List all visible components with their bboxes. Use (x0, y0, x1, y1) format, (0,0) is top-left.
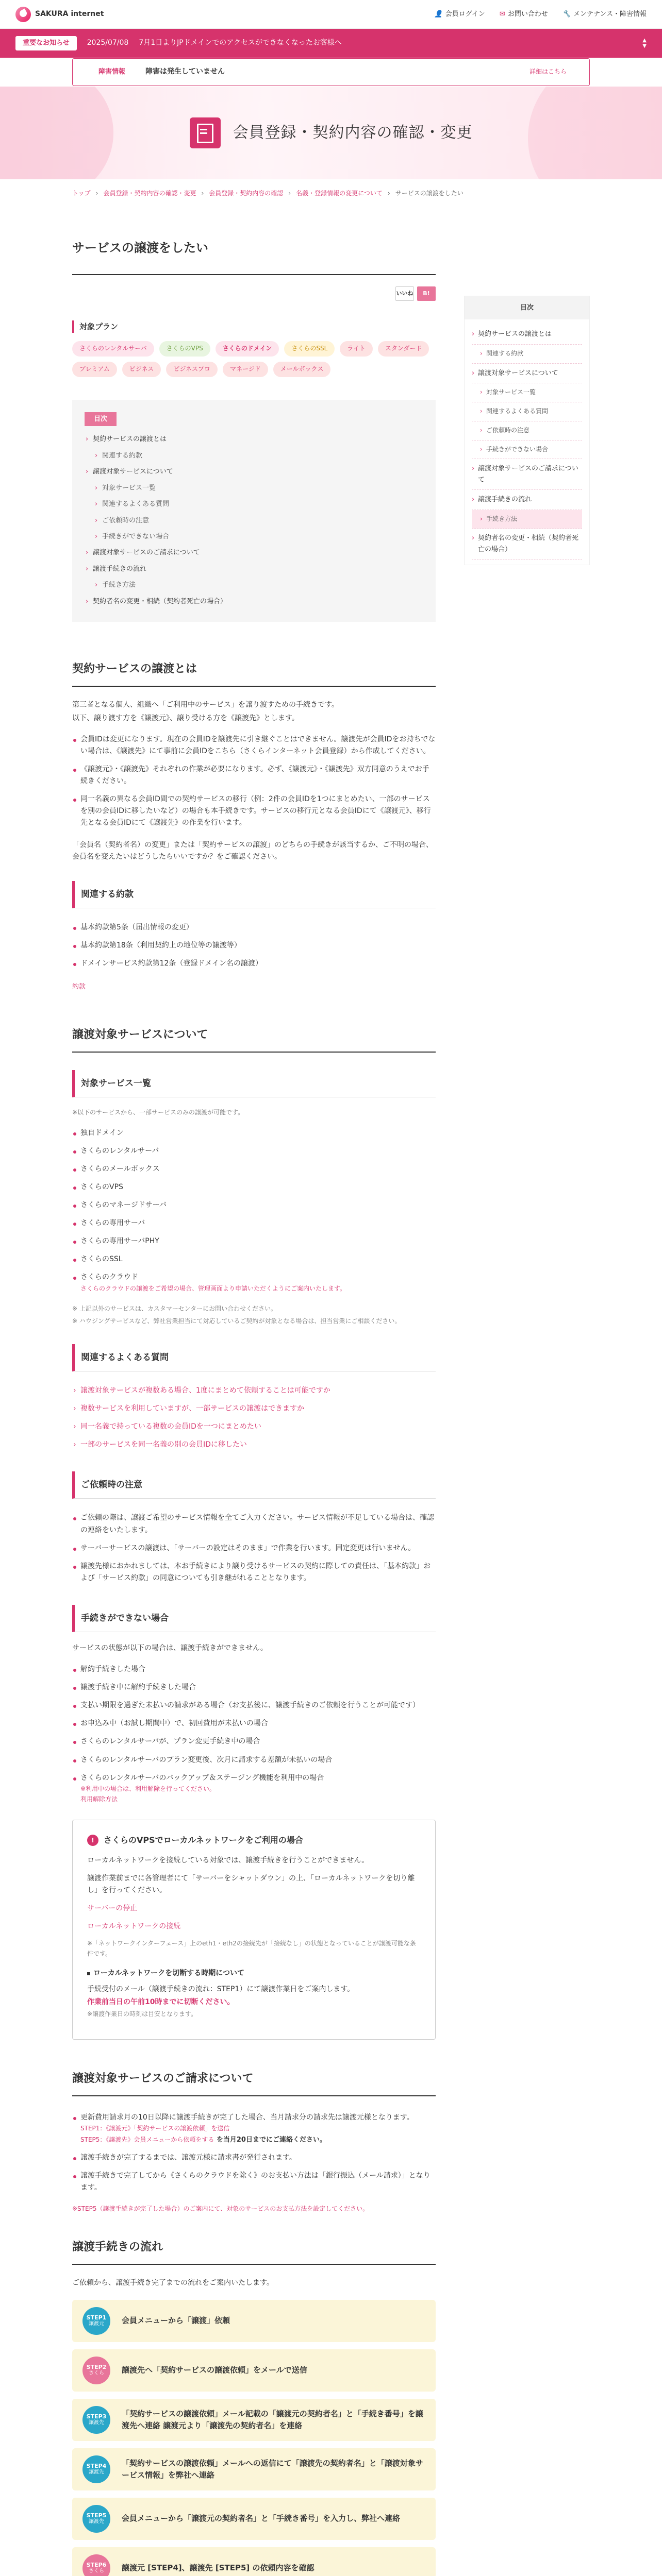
site-header (0, 0, 662, 29)
note-text: ※「ネットワークインターフェース」上のeth1・eth2の接続先が「接続なし」の状態となっていることが譲渡可能な条件です。 (87, 1940, 416, 1957)
step-number-badge (82, 2307, 110, 2335)
paragraph: 作業前当日の午前10時までに切断ください。 (87, 1997, 235, 2006)
list-item: さくらのレンタルサーバ (72, 1142, 436, 1160)
list-item: 譲渡手続きが完了するまでは、譲渡元様に請求書が発行されます。 (72, 2149, 436, 2167)
list-item: ご依頼の際は、譲渡ご希望のサービス情報を全てご入力ください。サービス情報が不足している場合は、確認の連絡をいたします。 (72, 1509, 436, 1539)
vps-local-network-box (72, 1820, 436, 2040)
plan-chip: さくらのドメイン (216, 341, 279, 357)
bullet-list (72, 731, 436, 833)
paragraph: 第三者となる個人、組織へ「ご利用中のサービス」を譲り渡すための手続きです。 (72, 701, 339, 709)
ng-note: ※利用中の場合は、利用解除を行ってください。 (80, 1785, 216, 1792)
step-text: 会員メニューから「譲渡元の契約者名」と「手続き番号」を入力し、弊社へ連絡 (122, 2514, 401, 2523)
breadcrumb-sep-icon: › (95, 190, 98, 197)
box-title-text: さくらのVPSでローカルネットワークをご利用の場合 (104, 1835, 303, 1845)
notice-text[interactable]: 7月1日よりJPドメインでのアクセスができなくなったお客様へ (139, 39, 342, 47)
nav-login-label: 会員ログイン (445, 10, 485, 18)
paragraph: 譲渡作業前までに各管理者にて「サーバーをシャットダウン」の上、「ローカルネットワークを切り離し」を行ってください。 (87, 1874, 415, 1894)
share-buttons (395, 286, 436, 301)
list-item (72, 1769, 436, 1808)
list-item: 解約手続きした場合 (72, 1660, 436, 1679)
toc-item[interactable]: › 関連する約款 (85, 448, 423, 464)
nav-contact[interactable] (500, 9, 548, 20)
step-actor: 譲渡先 (89, 2469, 104, 2476)
wrench-icon: 🔧 (562, 10, 571, 18)
paragraph: サービスの状態が以下の場合は、譲渡手続きができません。 (72, 1643, 268, 1652)
step-text: 会員メニューから「譲渡」依頼 (122, 2316, 230, 2326)
list-item (72, 2109, 436, 2149)
hero-banner (0, 87, 662, 179)
sidebar-toc-item[interactable]: › 関連するよくある質問 (472, 402, 582, 421)
plan-title: 対象プラン (72, 320, 436, 333)
list-item: 支払い期限を過ぎた未払いの請求がある場合（お支払後に、譲渡手続きのご依頼を行うことが可能です） (72, 1697, 436, 1715)
list-item: サーバーサービスの譲渡は、「サーバーの設定はそのまま」で作業を行います。固定変更は行いません。 (72, 1539, 436, 1557)
step-actor: さくら (89, 2370, 104, 2377)
like-button[interactable]: いいね (395, 286, 414, 301)
sakura-logo-icon (15, 7, 31, 22)
header-nav (434, 9, 647, 20)
list-item: 独自ドメイン (72, 1124, 436, 1142)
note-text: ※譲渡作業日の時刻は目安となります。 (87, 2010, 197, 2018)
note-text: ※STEP5（譲渡手続きが完了した場合）のご案内にて、対象のサービスのお支払方法を設定してください。 (72, 2205, 369, 2213)
list-item: 《譲渡元》・《譲渡先》それぞれの作業が必要になります。必ず、《譲渡元》・《譲渡先》双方同意のうえでお手続きください。 (72, 760, 436, 790)
sidebar-toc-list (465, 319, 589, 565)
list-item: 譲渡手続き中に解約手続きした場合 (72, 1679, 436, 1697)
step-flow (72, 2300, 436, 2576)
step-link[interactable]: STEP1：《譲渡元》「契約サービスの譲渡依頼」を送信 (80, 2125, 230, 2132)
breadcrumb-sep-icon: › (387, 190, 390, 197)
list-item: さくらの専用サーバPHY (72, 1232, 436, 1250)
hatena-bookmark-button[interactable]: B! (417, 286, 436, 301)
section-title: 譲渡手続きの流れ (72, 2221, 436, 2265)
step-actor: 譲渡先 (89, 2519, 104, 2525)
toc-item[interactable]: › ご依頼時の注意 (85, 513, 423, 529)
list-item: さくらのレンタルサーバが、プラン変更手続き中の場合 (72, 1733, 436, 1751)
hero-title: 会員登録・契約内容の確認・変更 (233, 124, 473, 142)
plan-chip: プレミアム (72, 362, 117, 377)
toc-item[interactable]: › 契約サービスの譲渡とは (85, 431, 423, 447)
flow-step (72, 2399, 436, 2441)
step-number-badge (82, 2505, 110, 2533)
toc-list (85, 431, 423, 609)
nav-login[interactable] (434, 9, 485, 20)
sidebar-toc-item[interactable]: › 契約サービスの譲渡とは (472, 325, 582, 344)
subsection-title: 対象サービス一覧 (72, 1070, 436, 1097)
sidebar (464, 218, 590, 2576)
step-actor: さくら (89, 2568, 104, 2574)
toc-item[interactable]: › 手続きができない場合 (85, 529, 423, 545)
step-text: 「契約サービスの譲渡依頼」メール記載の「譲渡元の契約者名」と「手続き番号」を譲渡先へ連絡 譲渡元より「譲渡先の契約者名」を連絡 (122, 2409, 423, 2430)
step-number: STEP3 (86, 2413, 107, 2420)
subsection-title: 関連する約款 (72, 881, 436, 908)
list-item: 基本約款第5条（届出情報の変更） (72, 919, 436, 937)
step-number-badge (82, 2357, 110, 2384)
sidebar-toc-item[interactable]: › ご依頼時の注意 (472, 421, 582, 440)
step-text: 「契約サービスの譲渡依頼」メールへの返信にて「譲渡先の契約者名」と「譲渡対象サービス情報」を弊社へ連絡 (122, 2459, 423, 2480)
flow-step (72, 2448, 436, 2490)
content-wrap (0, 218, 662, 2576)
toc-item[interactable]: › 手続き方法 (85, 577, 423, 593)
ng-list (72, 1660, 436, 1807)
toc-badge: 目次 (85, 412, 117, 426)
list-item: 譲渡先様におかれましては、本お手続きにより譲り受けるサービスの契約に際しての責任は、「基本約款」および「サービス約款」の同意についても引き継がれることとなります。 (72, 1557, 436, 1587)
paragraph: 「会員名（契約者名）の変更」または「契約サービスの譲渡」のどちらの手続きが該当するか、ご不明の場合、会員名を変えたいはどうしたらいいですか？をご確認ください。 (72, 841, 433, 861)
section-title: 契約サービスの譲渡とは (72, 642, 436, 687)
list-item: さくらのSSL (72, 1250, 436, 1268)
toc-item[interactable]: › 譲渡対象サービスのご請求について (85, 545, 423, 561)
caution-list (72, 1509, 436, 1587)
sidebar-toc-title: 目次 (465, 296, 589, 319)
chevron-down-icon[interactable]: ▼ (642, 43, 647, 49)
list-item (72, 1268, 436, 1297)
deadline-text: を当月20日までにご連絡ください。 (216, 2136, 326, 2144)
faq-link[interactable]: › 複数サービスを利用していますが、一部サービスの譲渡はできますか (72, 1400, 436, 1418)
toc-item[interactable]: › 対象サービス一覧 (85, 480, 423, 496)
sidebar-toc-item[interactable]: › 関連する約款 (472, 345, 582, 364)
plan-chip: マネージド (223, 362, 268, 377)
note-text: ※ ハウジングサービスなど、弊社営業担当にて対応しているご契約が対象となる場合は、担当営業にご相談ください。 (72, 1317, 401, 1325)
sidebar-toc-item[interactable]: › 手続き方法 (472, 510, 582, 529)
list-item: 会員IDは変更になります。現在の会員IDを譲渡先に引き継ぐことはできません。譲渡先が会員IDをお持ちでない場合は、《譲渡先》にて事前に会員IDをこちら（さくらインターネット会員登録）から作成してください。 (72, 731, 436, 760)
plan-chip: さくらのレンタルサーバ (72, 341, 154, 357)
breadcrumb-sep-icon: › (201, 190, 204, 197)
cloud-note: さくらのクラウドの譲渡をご希望の場合、管理画面より申請いただくようにご案内いたします。 (80, 1284, 346, 1292)
step-number: STEP1 (86, 2314, 107, 2321)
paragraph: ローカルネットワークを接続している対象では、譲渡手続きを行うことができません。 (87, 1856, 369, 1865)
service-list (72, 1124, 436, 1297)
box-subtitle: ローカルネットワークを切断する時期について (87, 1968, 421, 1979)
step-number: STEP4 (86, 2462, 107, 2469)
breadcrumb-item[interactable]: 会員登録・契約内容の確認・変更 (103, 190, 196, 197)
paragraph: ご依頼から、譲渡手続き完了までの流れをご案内いたします。 (72, 2279, 274, 2287)
subsection-title: 関連するよくある質問 (72, 1344, 436, 1371)
plan-chip: ビジネス (122, 362, 161, 377)
plan-chip: スタンダード (378, 341, 429, 357)
sidebar-toc-item[interactable]: › 契約者名の変更・相続（契約者死亡の場合） (472, 529, 582, 560)
nav-maintenance-label: メンテナンス・障害情報 (573, 10, 647, 18)
section-title: 譲渡対象サービスについて (72, 1008, 436, 1053)
notice-label: 重要なお知らせ (15, 36, 77, 50)
local-network-link[interactable]: ローカルネットワークの接続 (87, 1922, 181, 1931)
list-item: 同一名義の異なる会員ID間での契約サービスの移行（例：2件の会員IDを1つにまとめたい、一部のサービスを別の会員IDに移したいなど）の場合も本手続きです。サービスの移行元となる会員IDにて《譲渡元》、移行先となる会員IDにて《譲渡先》の作業を行います。 (72, 790, 436, 832)
note-text: ※以下のサービスから、一部サービスのみの譲渡が可能です。 (72, 1108, 244, 1116)
flow-step (72, 2498, 436, 2540)
status-message: 障害は発生していません (145, 67, 225, 76)
toc-item[interactable]: › 契約者名の変更・相続（契約者死亡の場合） (85, 594, 423, 609)
flow-step (72, 2547, 436, 2576)
list-item: 基本約款第18条（利用契約上の地位等の譲渡等） (72, 937, 436, 955)
billing-list (72, 2109, 436, 2197)
notice-nav-arrows[interactable] (642, 38, 647, 49)
nav-maintenance[interactable] (562, 9, 647, 20)
list-item: さくらのVPS (72, 1178, 436, 1196)
status-more-link[interactable]: 詳細はこちら (529, 68, 567, 76)
page-title (72, 218, 436, 297)
breadcrumb (0, 179, 662, 208)
table-of-contents (72, 400, 436, 622)
list-item: ドメインサービス約款第12条（登録ドメイン名の譲渡） (72, 955, 436, 973)
plan-chips (72, 341, 436, 377)
flow-step (72, 2349, 436, 2392)
plan-chip: さくらのSSL (284, 341, 335, 357)
plan-chip: ビジネスプロ (166, 362, 218, 377)
step-text: 譲渡先へ「契約サービスの譲渡依頼」をメールで送信 (122, 2365, 307, 2375)
subsection-title: ご依頼時の注意 (72, 1471, 436, 1499)
toc-item[interactable]: › 関連するよくある質問 (85, 496, 423, 512)
list-item-text: 更新費用請求月の10日以降に譲渡手続きが完了した場合、当月請求分の請求先は譲渡元様となります。 (80, 2113, 414, 2122)
document-icon (190, 117, 221, 148)
breadcrumb-sep-icon: › (288, 190, 291, 197)
site-logo[interactable] (15, 7, 104, 22)
terms-link[interactable]: 約款 (72, 982, 86, 991)
step-number: STEP2 (86, 2363, 107, 2370)
list-item: さくらのレンタルサーバのプラン変更後、次月に請求する差額が未払いの場合 (72, 1751, 436, 1769)
sidebar-toc-item[interactable]: › 手続きができない場合 (472, 440, 582, 460)
main-content (72, 218, 436, 2576)
box-title (87, 1834, 421, 1847)
server-stop-link[interactable]: サーバーの停止 (87, 1904, 138, 1912)
plan-chip: さくらのVPS (159, 341, 210, 357)
important-notice-bar[interactable] (0, 29, 662, 58)
faq-link[interactable]: › 同一名義で持っている複数の会員IDを一つにまとめたい (72, 1418, 436, 1436)
step-actor: 譲渡元 (89, 2321, 104, 2327)
plan-chip: ライト (340, 341, 373, 357)
breadcrumb-current: サービスの譲渡をしたい (395, 190, 464, 197)
step-number-badge (82, 2554, 110, 2576)
logo-text: SAKURA internet (35, 9, 104, 18)
paragraph: 手続受付のメール（譲渡手続きの流れ：STEP1）にて譲渡作業日をご案内します。 (87, 1985, 355, 1993)
step-number: STEP5 (86, 2512, 107, 2519)
flow-step (72, 2300, 436, 2342)
mail-icon: ✉ (499, 10, 505, 18)
status-bar (0, 58, 662, 87)
step-number-badge (82, 2455, 110, 2483)
list-item: お申込み中（お試し期間中）で、初回費用が未払いの場合 (72, 1715, 436, 1733)
breadcrumb-item[interactable]: 名義・登録情報の変更について (296, 190, 383, 197)
list-item: さくらのマネージドサーバ (72, 1196, 436, 1214)
user-icon: 👤 (434, 10, 443, 18)
paragraph: 以下、譲り渡す方を《譲渡元》、譲り受ける方を《譲渡先》とします。 (72, 714, 299, 722)
sidebar-toc-item[interactable]: › 譲渡対象サービスのご請求について (472, 459, 582, 490)
list-item-text: さくらのレンタルサーバのバックアップ＆ステージング機能を利用中の場合 (80, 1773, 324, 1782)
section-title: 譲渡対象サービスのご請求について (72, 2052, 436, 2096)
step-actor: 譲渡先 (89, 2420, 104, 2426)
step-number-badge (82, 2406, 110, 2434)
list-item: さくらの専用サーバ (72, 1214, 436, 1232)
list-item: 譲渡手続きで完了してから《さくらのクラウドを除く》のお支払い方法は「銀行振込（メール請求）」となります。 (72, 2167, 436, 2197)
chevron-up-icon[interactable]: ▲ (642, 38, 647, 43)
toc-item[interactable]: › 譲渡対象サービスについて (85, 464, 423, 480)
step-number: STEP6 (86, 2561, 107, 2568)
sidebar-toc (464, 296, 590, 565)
page-title-text: サービスの譲渡をしたい (72, 241, 208, 255)
bullet-list (72, 919, 436, 973)
nav-contact-label: お問い合わせ (507, 10, 548, 18)
alert-icon: ! (87, 1835, 98, 1846)
breadcrumb-item[interactable]: 会員登録・契約内容の確認 (209, 190, 284, 197)
step-text: 譲渡元 [STEP4]、譲渡先 [STEP5] の依頼内容を確認 (122, 2563, 315, 2573)
backup-release-link[interactable]: 利用解除方法 (80, 1795, 118, 1803)
list-item: さくらのメールボックス (72, 1160, 436, 1178)
breadcrumb-item[interactable]: トップ (72, 190, 91, 197)
step-link[interactable]: STEP5：《譲渡先》会員メニューから依頼をする (80, 2136, 214, 2144)
notice-date: 2025/07/08 (87, 39, 129, 47)
faq-link[interactable]: › 一部のサービスを同一名義の別の会員IDに移したい (72, 1436, 436, 1454)
note-text: ※ 上記以外のサービスは、カスタマーセンターにお問い合わせください。 (72, 1305, 277, 1313)
faq-list (72, 1382, 436, 1454)
subsection-title: 手続きができない場合 (72, 1605, 436, 1632)
status-box: 障害情報 障害は発生していません 詳細はこちら (72, 58, 590, 86)
sidebar-toc-item[interactable]: › 譲渡対象サービスについて (472, 364, 582, 383)
faq-link[interactable]: › 譲渡対象サービスが複数ある場合、1度にまとめて依頼することは可能ですか (72, 1382, 436, 1400)
sidebar-toc-item[interactable]: › 譲渡手続きの流れ (472, 490, 582, 510)
list-item-text: さくらのクラウド (80, 1273, 138, 1282)
sidebar-toc-item[interactable]: › 対象サービス一覧 (472, 383, 582, 402)
plan-chip: メールボックス (273, 362, 331, 377)
toc-item[interactable]: › 譲渡手続きの流れ (85, 561, 423, 577)
